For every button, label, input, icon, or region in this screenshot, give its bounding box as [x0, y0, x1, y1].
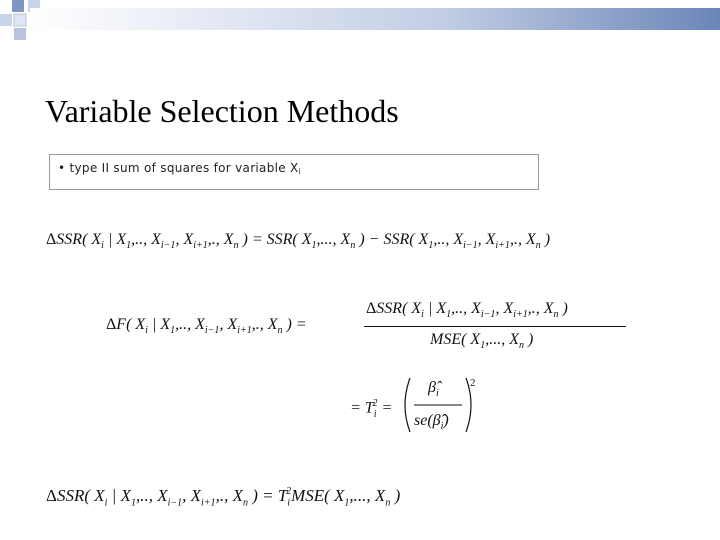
bullet-subscript: i: [298, 167, 302, 176]
equation-2-numerator: ΔSSR( $X_i$ | $X_1$,.., $X_{i-1}$, $X_{i+1}$,., $X_n$ ): [366, 300, 568, 321]
equation-4: ΔSSR( $X_i$ | $X_1$,.., $X_{i-1}$, $X_{i+1}$,., $X_n$ ) = $T_i^2MSE$( $X_1$,..., $X_n$ ): [46, 486, 401, 509]
equation-3-denominator: $se(\betâ_i)$: [414, 412, 449, 433]
equation-3-lhs: = $T_i^2$ =: [350, 398, 393, 420]
page-title: Variable Selection Methods: [45, 93, 399, 130]
equation-3-numerator: $\betâ_i$: [428, 379, 439, 400]
equation-2-lhs: ΔF( $X_i$ | $X_1$,.., $X_{i-1}$, $X_{i+1}$,., $X_n$ ) =: [106, 316, 307, 337]
bullet-text: type II sum of squares for variable X: [69, 161, 299, 175]
header-gradient-bar: [30, 8, 720, 30]
equation-2-fraction-line: [364, 326, 626, 327]
equation-2-denominator: MSE( $X_1$,..., $X_n$ ): [430, 331, 534, 352]
svg-text:2: 2: [470, 377, 476, 389]
equation-1: ΔSSR( $X_i$ | $X_1$,.., $X_{i-1}$, $X_{i+1}$,., $X_n$ ) = SSR( $X_1$,..., $X_n$ ) − SSR( $X_1$,.., $X_{i-1}$, $X_{i+1}$,., $X_n$ ): [46, 231, 551, 252]
bullet-box: [49, 154, 539, 190]
bullet-marker: •: [58, 161, 66, 175]
